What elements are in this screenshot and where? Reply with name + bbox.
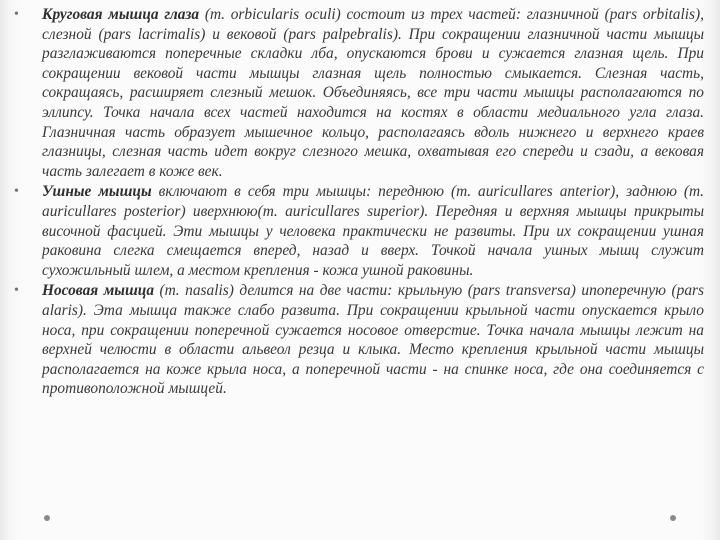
list-item-auricular-muscles — [14, 182, 704, 280]
item-text: включают в себя три мышцы: переднюю (m. auricullares anterior), заднюю (m. auricullares posterior) иверхнюю(m. auricullares superior). Передняя и верхняя мышцы прикрыты височной фасцией. Эти мышцы у человека практически не развиты. При их сокращении ушная раковина слегка смещается вперед, назад и вверх. Точкой начала ушных мышц служит сухожильный шлем, а местом крепления - кожа ушной раковины. — [42, 183, 704, 279]
decorative-dot-left — [44, 515, 50, 521]
item-term: Круговая мышца глаза — [42, 6, 200, 23]
item-text: (m. orbicularis oculi) состоит из трех частей: глазничной (pars orbitalis), слезной (pars lacrimalis) и вековой (pars palpebralis). При сокращении глазничной части мышцы разглаживаются поперечные складки лба, опускаются брови и сужается глазная щель. При сокращении вековой части мышцы глазная щель полностью смыкается. Слезная часть, сокращаясь, расширяет слезный мешок. Объединяясь, все три части мышцы располагаются по эллипсу. Точка начала всех частей находится на костях в области медиального угла глаза. Глазничная часть образует мышечное кольцо, располагаясь вдоль нижнего и верхнего краев глазницы, слезная часть идет вокруг слезного мешка, охватывая его спереди и сзади, а вековая часть залегает в коже век. — [42, 6, 704, 180]
decorative-dot-right — [670, 515, 676, 521]
item-term: Носовая мышца — [42, 282, 155, 300]
item-text: (m. nasalis) делится на две части: крыльную (pars transversa) ипоперечную (pars alaris). Эта мышца также слабо развита. При сокращении крыльной части опускается крыло носа, при сокращении поперечной сужается носовое отверстие. Точка начала мышцы лежит на верхней челюсти в области альвеол резца и клыка. Место крепления крыльной части мышцы располагается на коже крыла носа, а поперечной части - на спинке носа, где она соединяется с противоположной мышцей. — [42, 282, 704, 398]
bullet-list — [14, 5, 704, 399]
bullet-icon: • — [14, 283, 19, 299]
list-item-nasalis — [14, 281, 704, 399]
bullet-icon: • — [14, 184, 19, 200]
bullet-icon: • — [14, 7, 19, 22]
list-item-orbicularis-oculi — [14, 5, 704, 181]
item-term: Ушные мышцы — [42, 183, 152, 201]
